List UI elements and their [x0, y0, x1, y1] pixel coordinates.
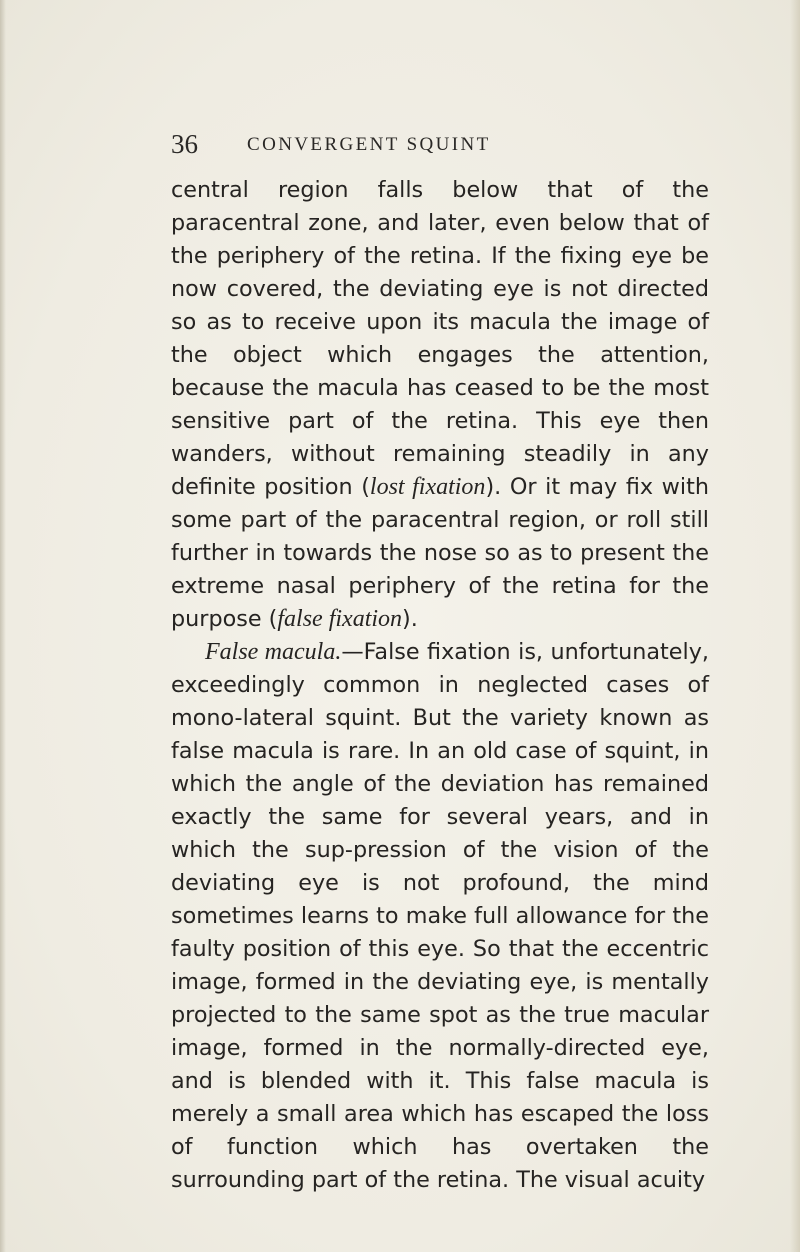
- page-edge-shadow-right: [790, 0, 800, 1252]
- text-segment: —False fixation is, unfortunately, exceedingly common in neglected cases of mono-lateral squint. But the variety known as false macula is rare. In an old case of squint, in which the angle of the deviation has remained exactly the same for several years, and in which the sup-pression of the vision of the deviating eye is not profound, the mind sometimes learns to make full allowance for the faulty position of this eye. So that the eccentric image, formed in the deviating eye, is mentally projected to the same spot as the true macular image, formed in the normally-directed eye, and is blended with it. This false macula is merely a small area which has escaped the loss of function which has overtaken the surrounding part of the retina. The visual acuity: [171, 639, 709, 1193]
- text-segment: central region falls below that of the paracentral zone, and later, even below that of the periphery of the retina. If the fixing eye be now covered, the deviating eye is not directed so as to receive upon its macula the image of the object which engages the attention, because the macula has ceased to be the most sensitive part of the retina. This eye then wanders, without remaining steadily in any definite position (: [171, 177, 709, 500]
- paragraph-2: [171, 636, 709, 1197]
- page-header: [171, 128, 631, 168]
- italic-term-false-fixation: false fixation: [277, 606, 403, 632]
- text-segment: ).: [402, 606, 418, 632]
- page-edge-shadow-left: [0, 0, 6, 1252]
- page-number: 36: [171, 129, 198, 159]
- italic-term-lost-fixation: lost fixation: [369, 474, 486, 500]
- text-segment: ). Or it may fix with some part of the paracentral region, or roll still further in towards the nose so as to present the extreme nasal periphery of the retina for the purpose (: [171, 474, 709, 632]
- running-title: CONVERGENT SQUINT: [247, 134, 491, 155]
- body-text: [171, 174, 709, 1197]
- paragraph-1: [171, 174, 709, 636]
- italic-heading-false-macula: False macula.: [205, 639, 342, 665]
